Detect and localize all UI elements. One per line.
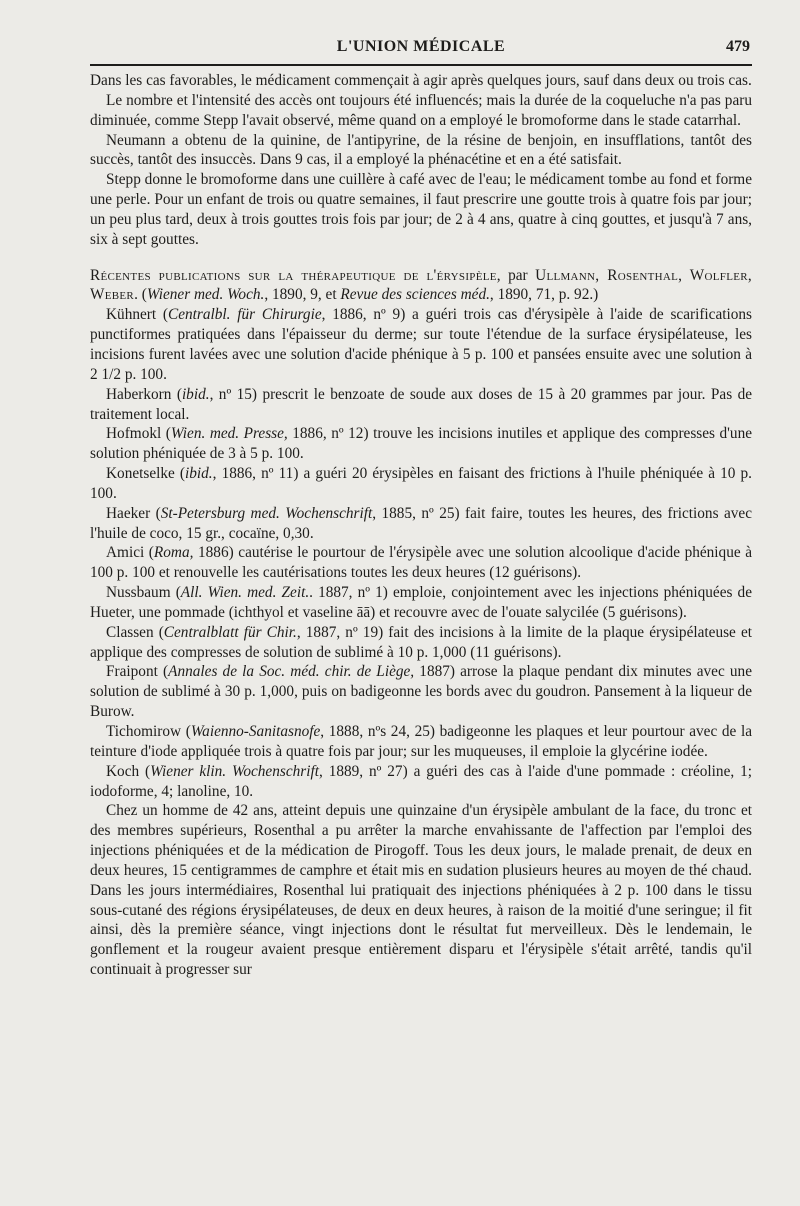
running-title: L'UNION MÉDICALE — [336, 38, 506, 55]
entry-author: Kühnert ( — [106, 306, 168, 324]
section-ref-open: . ( — [134, 286, 147, 304]
entry-author: Amici ( — [106, 544, 154, 562]
entry-paragraph — [90, 424, 752, 464]
entry-source: Centralbl. für Chirurgie — [168, 306, 322, 324]
section-heading-by: , par — [496, 266, 536, 284]
entry-paragraph — [90, 623, 752, 663]
section-heading — [90, 266, 752, 306]
entry-text: , 1885, nº 25) fait faire, toutes les heures, des frictions avec l'huile de coco, 15 gr., cocaïne, 0,30. — [90, 504, 752, 542]
entry-text: 1886) cautérise le pourtour de l'érysipèle avec une solution alcoolique d'acide phénique à 100 p. 100 et renouvelle les cautérisations toutes les deux heures (12 guérisons). — [90, 544, 753, 582]
entry-author: Haeker ( — [106, 504, 161, 522]
entry-author: Haberkorn ( — [106, 385, 182, 403]
entry-text: , 1886, nº 11) a guéri 20 érysipèles en faisant des frictions à l'huile phéniquée à 10 p. 100. — [90, 465, 752, 502]
section-title: Récentes publications sur la thérapeutique de l'érysipèle — [90, 266, 497, 284]
entry-text: , 1886, nº 9) a guéri trois cas d'érysipèle à l'aide de scarifications punctiformes pratiquées dans l'épaisseur du derme; sur toute l'étendue de la surface érysipélateuse, les incisions furent lavées avec une solution d'acide phénique à 5 p. 100 et pansées ensuite avec une solution à 2 1/2 p. 100. — [90, 306, 753, 383]
section-journal: Wiener med. Woch. — [146, 286, 265, 304]
paragraph: Stepp donne le bromoforme dans une cuillère à café avec de l'eau; le médicament tombe au fond et forme une perle. Pour un enfant de trois ou quatre semaines, il faut prescrire une goutte trois à quatre fois par jour; un peu plus tard, deux à trois gouttes trois fois par jour; de 2 à 4 ans, quatre à cinq gouttes, et jusqu'à 7 ans, six à sept gouttes. — [90, 171, 752, 248]
entry-source: Centralblatt für Chir. — [163, 623, 297, 641]
entry-source: ibid. — [185, 465, 213, 483]
entry-author: Fraipont ( — [106, 663, 169, 681]
entry-author: Koch ( — [106, 762, 151, 780]
body-text — [90, 71, 752, 980]
entry-paragraph — [90, 662, 752, 722]
entry-source: Roma, — [153, 544, 194, 562]
entry-paragraph — [90, 762, 752, 802]
entry-text: 1886, nº 12) trouve les incisions inutiles et applique des compresses d'une solution phéniquée de 3 à 5 p. 100. — [90, 425, 753, 463]
entry-text: . 1887, nº 1) emploie, conjointement avec les injections phéniquées de Hueter, une pommade (ichthyol et vaseline āā) et recouvre avec de l'ouate salycilée (5 guérisons). — [90, 584, 752, 621]
entry-paragraph — [90, 543, 752, 583]
entry-author: Nussbaum ( — [106, 584, 181, 602]
entry-text: , 1889, nº 27) a guéri des cas à l'aide d'une pommade : créoline, 1; iodoforme, 4; lanoline, 10. — [90, 762, 752, 800]
entry-paragraph — [90, 504, 752, 544]
paragraph: Le nombre et l'intensité des accès ont toujours été influencés; mais la durée de la coqueluche n'a pas paru diminuée, comme Stepp l'avait observé, même quand on a employé le bromoforme dans le stade catarrhal. — [90, 91, 752, 129]
section-authors: Ullmann, Rosenthal, Wolfler, Weber — [90, 266, 752, 304]
header-rule — [90, 64, 752, 66]
entry-text: 1887) arrose la plaque pendant dix minutes avec une solution de sublimé à 30 p. 1,000, puis on badigeonne les bords avec du goudron. Pansement à la liqueur de Burow. — [90, 663, 752, 721]
entry-source: Annales de la Soc. méd. chir. de Liège, — [168, 663, 415, 681]
entry-author: Konetselke ( — [106, 465, 186, 483]
entry-paragraph — [90, 464, 752, 504]
entry-source: Waienno-Sanitasnofe — [190, 723, 321, 740]
page-number: 479 — [726, 38, 750, 55]
section-ref-mid: , 1890, 9, et — [264, 286, 341, 304]
final-paragraph: Chez un homme de 42 ans, atteint depuis une quinzaine d'un érysipèle ambulant de la face, du tronc et des membres supérieurs, Rosenthal a pu arrêter la marche envahissante de l'affection par l'emploi des injections phéniquées et de la médication de Pirogoff. Tous les deux jours, le malade prenait, de deux en deux heures, 15 centigrammes de camphre et était mis en sudation plusieurs heures au moyen de thé chaud. Dans les jours intermédiaires, Rosenthal lui pratiquait des injections phéniquées à 2 p. 100 dans le tissu sous-cutané des régions érysipélateuses, de deux en deux heures, à raison de la moitié d'une seringue; il fit ainsi, dès la première séance, vingt injections dont le résultat fut merveilleux. Dès le lendemain, le gonflement et la rougeur avaient presque entièrement disparu et l'érysipèle s'était arrêté, tandis qu'il continuait à progresser sur — [90, 802, 752, 979]
entry-source: Wien. med. Presse, — [170, 425, 288, 443]
section-ref-end: , 1890, 71, p. 92.) — [489, 286, 599, 304]
entry-author: Hofmokl ( — [106, 425, 171, 443]
entry-author: Classen ( — [106, 623, 164, 641]
entry-text: , 1888, nºs 24, 25) badigeonne les plaques et leur pourtour avec de la teinture d'iode appliquée trois à quatre fois par jour; sur les muqueuses, il emploie la glycérine iodée. — [90, 723, 752, 760]
entry-paragraph — [90, 385, 752, 425]
entry-source: St-Petersburg med. Wochenschrift — [160, 504, 373, 522]
page-header — [90, 32, 752, 60]
paragraph: Dans les cas favorables, le médicament commençait à agir après quelques jours, sauf dans deux ou trois cas. — [90, 72, 752, 89]
paragraph: Neumann a obtenu de la quinine, de l'antipyrine, de la résine de benjoin, en insufflations, tantôt des succès, tantôt des insuccès. Dans 9 cas, il a employé la phénacétine et en a été satisfait. — [90, 131, 752, 169]
entry-paragraph — [90, 583, 752, 623]
entry-source: All. Wien. med. Zeit. — [180, 584, 310, 602]
entry-author: Tichomirow ( — [106, 723, 191, 740]
entry-source: ibid. — [181, 385, 210, 403]
section-journal: Revue des sciences méd. — [340, 286, 490, 304]
entry-source: Wiener klin. Wochenschrift — [150, 762, 319, 780]
entry-paragraph — [90, 722, 752, 762]
entry-paragraph — [90, 305, 752, 384]
entry-text: , nº 15) prescrit le benzoate de soude aux doses de 15 à 20 grammes par jour. Pas de traitement local. — [90, 385, 753, 423]
entry-text: , 1887, nº 19) fait des incisions à la limite de la plaque érysipélateuse et applique des compresses de solution de sublimé à 10 p. 1,000 (11 guérisons). — [90, 623, 752, 661]
